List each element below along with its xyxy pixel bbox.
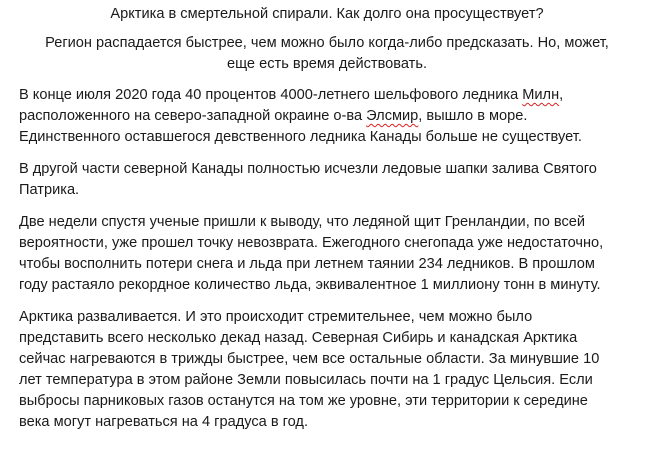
paragraph-3 — [19, 212, 635, 296]
misspelled-word[interactable]: Милн — [522, 87, 560, 103]
paragraph-line: лет температура в этом районе Земли повысилась почти на 1 градус Цельсия. Если — [19, 372, 593, 388]
subtitle-line: еще есть время действовать. — [226, 56, 428, 72]
paragraph-line: Патрика. — [19, 182, 80, 198]
text-run: В конце июля 2020 года 40 процентов 4000-летнего шельфового ледника — [19, 87, 523, 103]
paragraph-line — [19, 106, 635, 127]
paragraph-line: сейчас нагреваются в трижды быстрее, чем все остальные области. За минувшие 10 — [19, 351, 600, 367]
paragraph-line: В другой части северной Канады полностью исчезли ледовые шапки залива Святого — [19, 161, 597, 177]
paragraph-line: вероятности, уже прошел точку невозврата. Ежегодного снегопада уже недостаточно, — [19, 235, 604, 251]
paragraph-2 — [19, 159, 635, 201]
paragraph-line: века могут нагреваться на 4 градуса в год. — [19, 414, 308, 430]
paragraph-line — [19, 85, 635, 106]
article-subtitle — [19, 33, 635, 75]
paragraph-4 — [19, 307, 635, 433]
title-line: Арктика в смертельной спирали. Как долго она просуществует? — [110, 6, 544, 22]
paragraph-line: выбросы парниковых газов останутся на том же уровне, эти территории к середине — [19, 393, 588, 409]
misspelled-word[interactable]: Элсмир — [366, 108, 419, 124]
text-run: , вышло в море. — [418, 108, 528, 124]
paragraph-line: представить всего несколько декад назад. Северная Сибирь и канадская Арктика — [19, 330, 578, 346]
paragraph-line: Арктика разваливается. И это происходит стремительнее, чем можно было — [19, 309, 533, 325]
paragraph-line: Единственного оставшегося девственного ледника Канады больше не существует. — [19, 129, 582, 145]
text-run: расположенного на северо-западной окраине о-ва — [19, 108, 367, 124]
article-title — [19, 4, 635, 25]
paragraph-1 — [19, 85, 635, 148]
paragraph-line: году растаяло рекордное количество льда, эквивалентное 1 миллиону тонн в минуту. — [19, 277, 601, 293]
paragraph-line: чтобы восполнить потери снега и льда при летнем таянии 234 ледников. В прошлом — [19, 256, 595, 272]
paragraph-line: Две недели спустя ученые пришли к выводу, что ледяной щит Гренландии, по всей — [19, 214, 586, 230]
text-run: , — [559, 87, 564, 103]
subtitle-line: Регион распадается быстрее, чем можно было когда-либо предсказать. Но, может, — [45, 35, 609, 51]
